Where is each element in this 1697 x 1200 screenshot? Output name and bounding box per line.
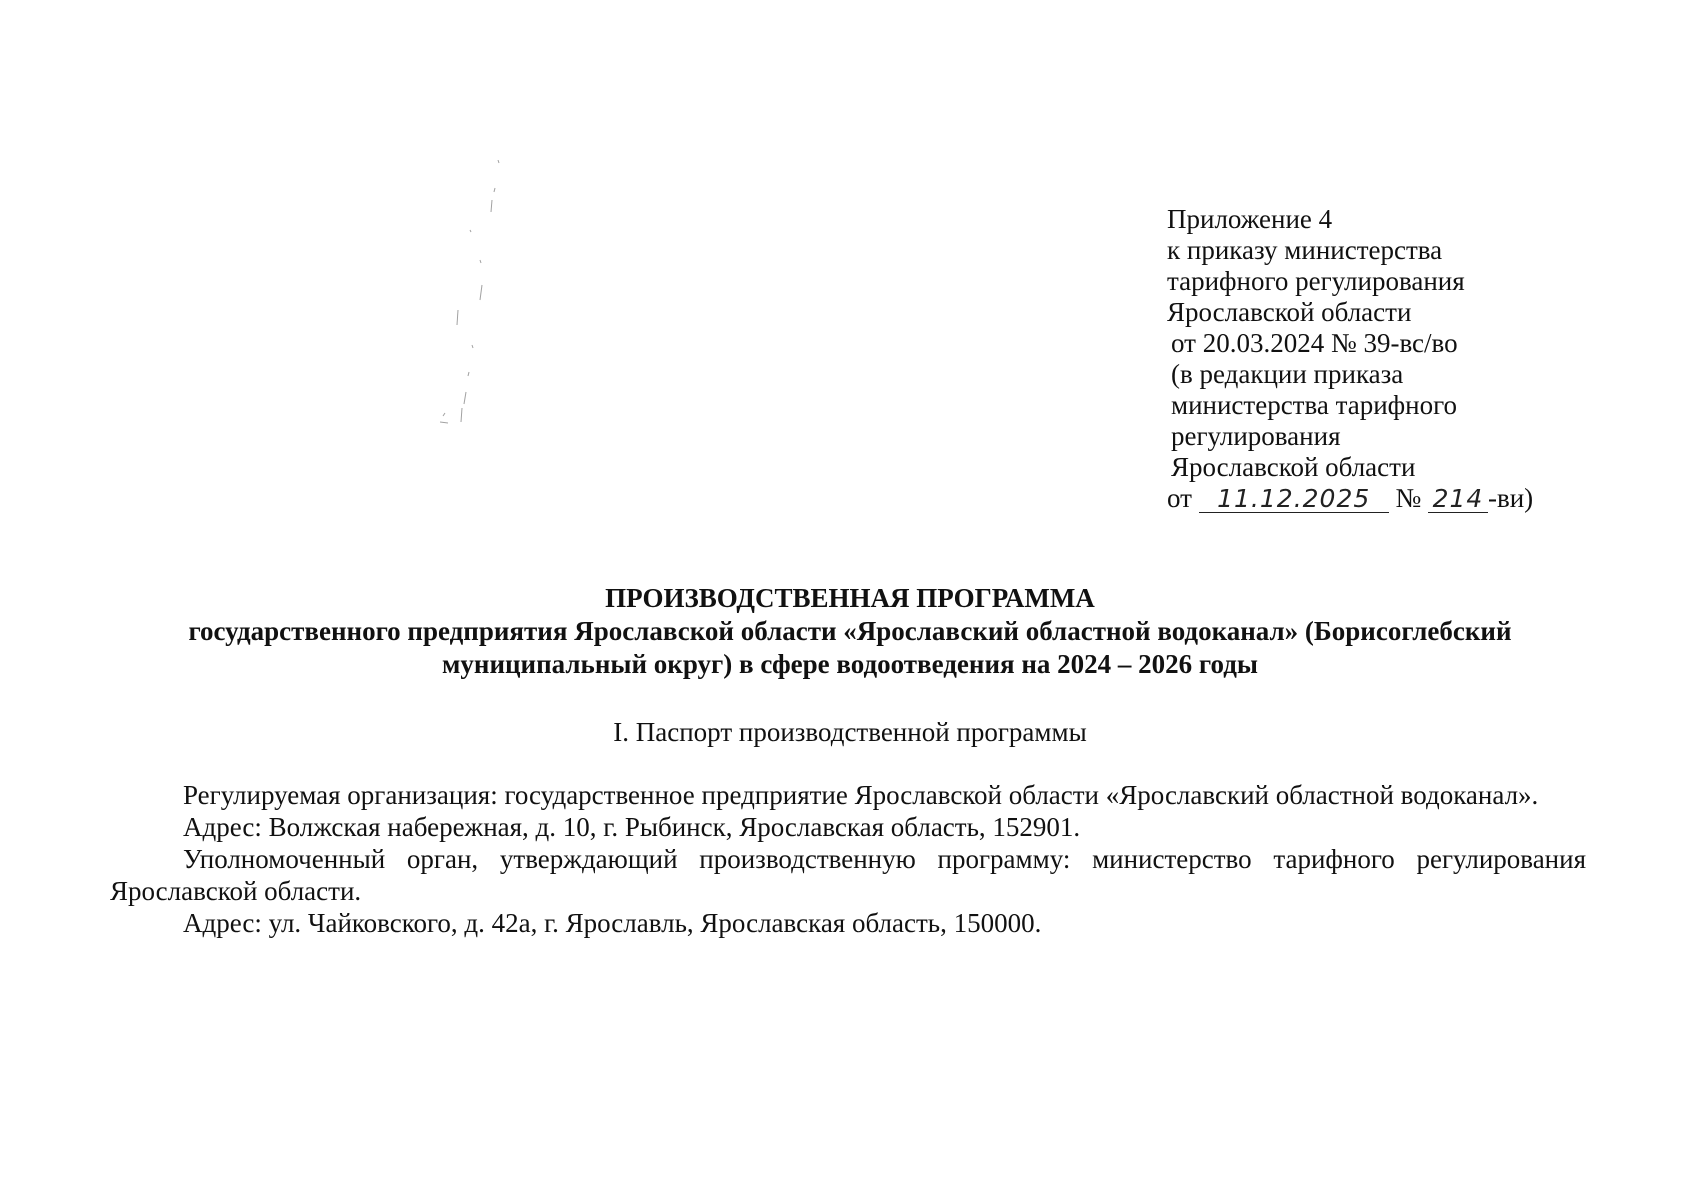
paragraph-organization-address: Адрес: Волжская набережная, д. 10, г. Рыбинск, Ярославская область, 152901. <box>183 812 1081 842</box>
amendment-suffix: -ви) <box>1487 483 1534 513</box>
appendix-line: Ярославской области <box>1171 452 1416 482</box>
scan-artifact-marks <box>440 160 550 480</box>
section-heading: I. Паспорт производственной программы <box>613 717 1087 747</box>
amendment-prefix: от <box>1167 483 1192 513</box>
appendix-line: (в редакции приказа <box>1171 359 1404 389</box>
handwritten-date: 11.12.2025 <box>1199 486 1389 513</box>
paragraph-regulated-organization: Регулируемая организация: государственное предприятие Ярославской области «Ярославский областной водоканал». <box>183 780 1539 810</box>
handwritten-number: 214 <box>1428 486 1488 513</box>
appendix-line: от 20.03.2024 № 39-вс/во <box>1171 328 1458 358</box>
number-sign: № <box>1395 483 1422 513</box>
appendix-line: Ярославской области <box>1167 297 1412 327</box>
paragraph-authorized-body-address: Адрес: ул. Чайковского, д. 42а, г. Ярославль, Ярославская область, 150000. <box>183 908 1042 938</box>
title-subtitle: государственного предприятия Ярославской области «Ярославский областной водоканал» (Борисоглебский муниципальный округ) в сфере водоотведения на 2024 – 2026 годы <box>188 616 1512 679</box>
appendix-reference-block <box>1167 204 1587 514</box>
appendix-amendment-line <box>1167 483 1587 514</box>
paragraph-authorized-body: Уполномоченный орган, утверждающий производственную программу: министерство тарифного регулирования Ярославской области. <box>110 844 1586 906</box>
document-title <box>110 582 1590 681</box>
passport-body <box>110 779 1586 939</box>
appendix-line: министерства тарифного <box>1171 390 1458 420</box>
title-main: ПРОИЗВОДСТВЕННАЯ ПРОГРАММА <box>605 583 1095 613</box>
appendix-line: тарифного регулирования <box>1167 266 1465 296</box>
appendix-line: регулирования <box>1171 421 1341 451</box>
appendix-line: к приказу министерства <box>1167 235 1443 265</box>
appendix-line: Приложение 4 <box>1167 204 1333 234</box>
